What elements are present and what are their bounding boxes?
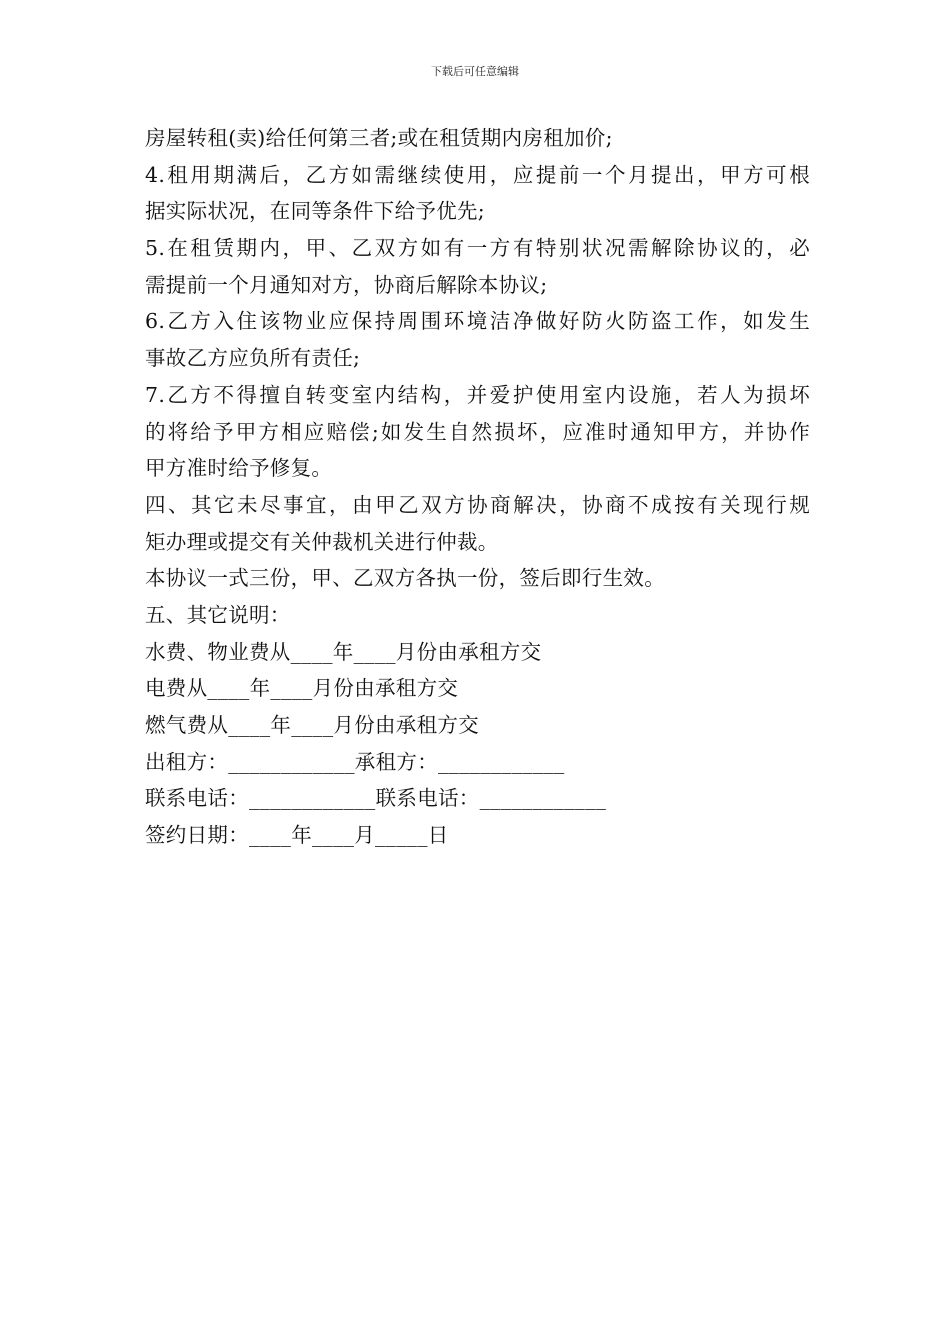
text-line: 6.乙方入住该物业应保持周围环境洁净做好防火防盗工作，如发生	[145, 309, 810, 334]
document-body	[145, 120, 810, 854]
date-line: 签约日期：____年____月_____日	[145, 823, 449, 848]
text-line: 本协议一式三份，甲、乙双方各执一份，签后即行生效。	[145, 566, 665, 591]
text-line: 需提前一个月通知对方，协商后解除本协议;	[145, 272, 548, 297]
text-line: 事故乙方应负所有责任;	[145, 346, 361, 371]
text-line: 四、其它未尽事宜，由甲乙双方协商解决，协商不成按有关现行规	[145, 492, 810, 517]
text-line: 7.乙方不得擅自转变室内结构，并爱护使用室内设施，若人为损坏	[145, 382, 810, 407]
text-line: 房屋转租(卖)给任何第三者;或在租赁期内房租加价;	[145, 126, 613, 150]
fill-in-line: 水费、物业费从____年____月份由承租方交	[145, 639, 542, 664]
text-line: 甲方准时给予修复。	[145, 456, 333, 481]
page-header: 下载后可任意编辑	[431, 65, 519, 78]
text-line: 5.在租赁期内，甲、乙双方如有一方有特别状况需解除协议的，必	[145, 236, 810, 261]
fill-in-line: 燃气费从____年____月份由承租方交	[145, 713, 479, 737]
signature-line: 出租方：____________承租方：____________	[145, 749, 565, 774]
text-line: 的将给予甲方相应赔偿;如发生自然损坏，应准时通知甲方，并协作	[145, 419, 810, 444]
section-heading: 五、其它说明：	[145, 602, 291, 627]
text-line: 4.租用期满后，乙方如需继续使用，应提前一个月提出，甲方可根	[145, 162, 810, 187]
fill-in-line: 电费从____年____月份由承租方交	[145, 676, 459, 701]
contact-line: 联系电话：____________联系电话：____________	[145, 786, 607, 811]
text-line: 矩办理或提交有关仲裁机关进行仲裁。	[145, 529, 499, 554]
text-line: 据实际状况，在同等条件下给予优先;	[145, 199, 486, 224]
